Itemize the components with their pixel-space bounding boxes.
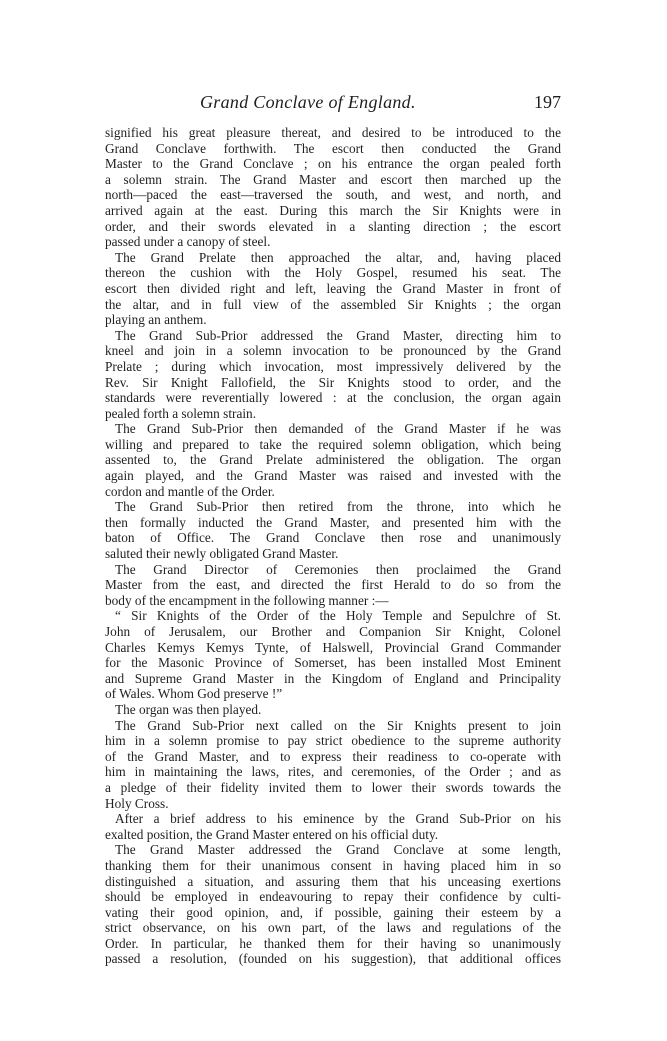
text-line: distinguished a situation, and assuring them that his unceasing exertions	[105, 873, 561, 889]
text-line: pealed forth a solemn strain.	[105, 405, 257, 421]
text-line: should be employed in endeavouring to repay their confidence by culti-	[105, 889, 561, 905]
text-line: The Grand Sub-Prior next called on the Sir Knights present to join	[115, 717, 561, 733]
text-line: body of the encampment in the following manner :—	[105, 592, 389, 608]
text-line: “ Sir Knights of the Order of the Holy Temple and Sepulchre of St.	[115, 608, 561, 624]
text-line: Rev. Sir Knight Fallofield, the Sir Knights stood to order, and the	[105, 374, 561, 390]
page-header	[105, 92, 561, 116]
text-line: The Grand Sub-Prior then retired from the throne, into which he	[115, 499, 561, 515]
text-line: passed a resolution, (founded on his suggestion), that additional offices	[105, 951, 561, 967]
running-title: Grand Conclave of England.	[200, 92, 416, 112]
text-line: playing an anthem.	[105, 312, 207, 328]
text-line: Master from the east, and directed the first Herald to do so from the	[105, 577, 561, 593]
text-line: Prelate ; during which invocation, most impressively delivered by the	[105, 358, 561, 374]
text-line: Charles Kemys Kemys Tynte, of Halswell, Provincial Grand Commander	[105, 639, 561, 655]
text-line: again played, and the Grand Master was raised and invested with the	[105, 468, 561, 484]
text-line: strict observance, on his own part, of the laws and regulations of the	[105, 920, 561, 936]
text-line: north—paced the east—traversed the south, and west, and north, and	[105, 187, 561, 203]
text-line: baton of Office. The Grand Conclave then rose and unanimously	[105, 530, 561, 546]
text-line: exalted position, the Grand Master entered on his official duty.	[105, 826, 439, 842]
text-line: Master to the Grand Conclave ; on his entrance the organ pealed forth	[105, 156, 561, 172]
text-line: The Grand Prelate then approached the altar, and, having placed	[115, 249, 561, 265]
text-line: a solemn strain. The Grand Master and escort then marched up the	[105, 171, 561, 187]
text-line: him in maintaining the laws, rites, and ceremonies, of the Order ; and as	[105, 764, 561, 780]
text-line: Order. In particular, he thanked them for their having so unanimously	[105, 935, 561, 951]
text-line: passed under a canopy of steel.	[105, 234, 271, 250]
text-line: for the Masonic Province of Somerset, has been installed Most Eminent	[105, 655, 561, 671]
text-line: The organ was then played.	[115, 701, 262, 717]
text-line: then formally inducted the Grand Master, and presented him with the	[105, 514, 561, 530]
text-line: of the Grand Master, and to express their readiness to co-operate with	[105, 748, 561, 764]
text-line: kneel and join in a solemn invocation to be pronounced by the Grand	[105, 343, 561, 359]
text-line: Grand Conclave forthwith. The escort then conducted the Grand	[105, 140, 561, 156]
text-line: thereon the cushion with the Holy Gospel, resumed his seat. The	[105, 265, 561, 281]
text-line: signified his great pleasure thereat, and desired to be introduced to the	[105, 125, 561, 140]
text-line: assented to, the Grand Prelate administered the obligation. The organ	[105, 452, 561, 468]
text-line: the altar, and in full view of the assembled Sir Knights ; the organ	[105, 296, 561, 312]
text-line: him in a solemn promise to pay strict obedience to the supreme authority	[105, 733, 561, 749]
page-number: 197	[534, 92, 561, 112]
text-line: thanking them for their unanimous consent in having placed him in so	[105, 857, 561, 873]
text-line: standards were reverentially lowered : at the conclusion, the organ again	[105, 390, 561, 406]
text-line: After a brief address to his eminence by the Grand Sub-Prior on his	[115, 811, 561, 827]
text-line: The Grand Master addressed the Grand Conclave at some length,	[115, 842, 561, 858]
text-line: vating their good opinion, and, if possible, gaining their esteem by a	[105, 904, 561, 920]
body-text	[105, 125, 561, 967]
text-line: escort then divided right and left, leaving the Grand Master in front of	[105, 280, 561, 296]
text-line: a pledge of their fidelity invited them to lower their swords towards the	[105, 779, 561, 795]
text-line: of Wales. Whom God preserve !”	[105, 686, 283, 702]
text-line: cordon and mantle of the Order.	[105, 483, 275, 499]
text-line: Holy Cross.	[105, 795, 169, 811]
text-line: John of Jerusalem, our Brother and Companion Sir Knight, Colonel	[105, 624, 561, 639]
text-line: arrived again at the east. During this march the Sir Knights were in	[105, 202, 561, 218]
text-line: order, and their swords elevated in a slanting direction ; the escort	[105, 218, 561, 234]
text-line: saluted their newly obligated Grand Master.	[105, 546, 339, 562]
text-line: The Grand Sub-Prior addressed the Grand Master, directing him to	[115, 327, 561, 343]
text-line: willing and prepared to take the required solemn obligation, which being	[105, 436, 561, 452]
text-line: The Grand Sub-Prior then demanded of the Grand Master if he was	[115, 421, 561, 437]
text-line: and Supreme Grand Master in the Kingdom of England and Principality	[105, 670, 561, 686]
text-line: The Grand Director of Ceremonies then proclaimed the Grand	[115, 561, 561, 577]
